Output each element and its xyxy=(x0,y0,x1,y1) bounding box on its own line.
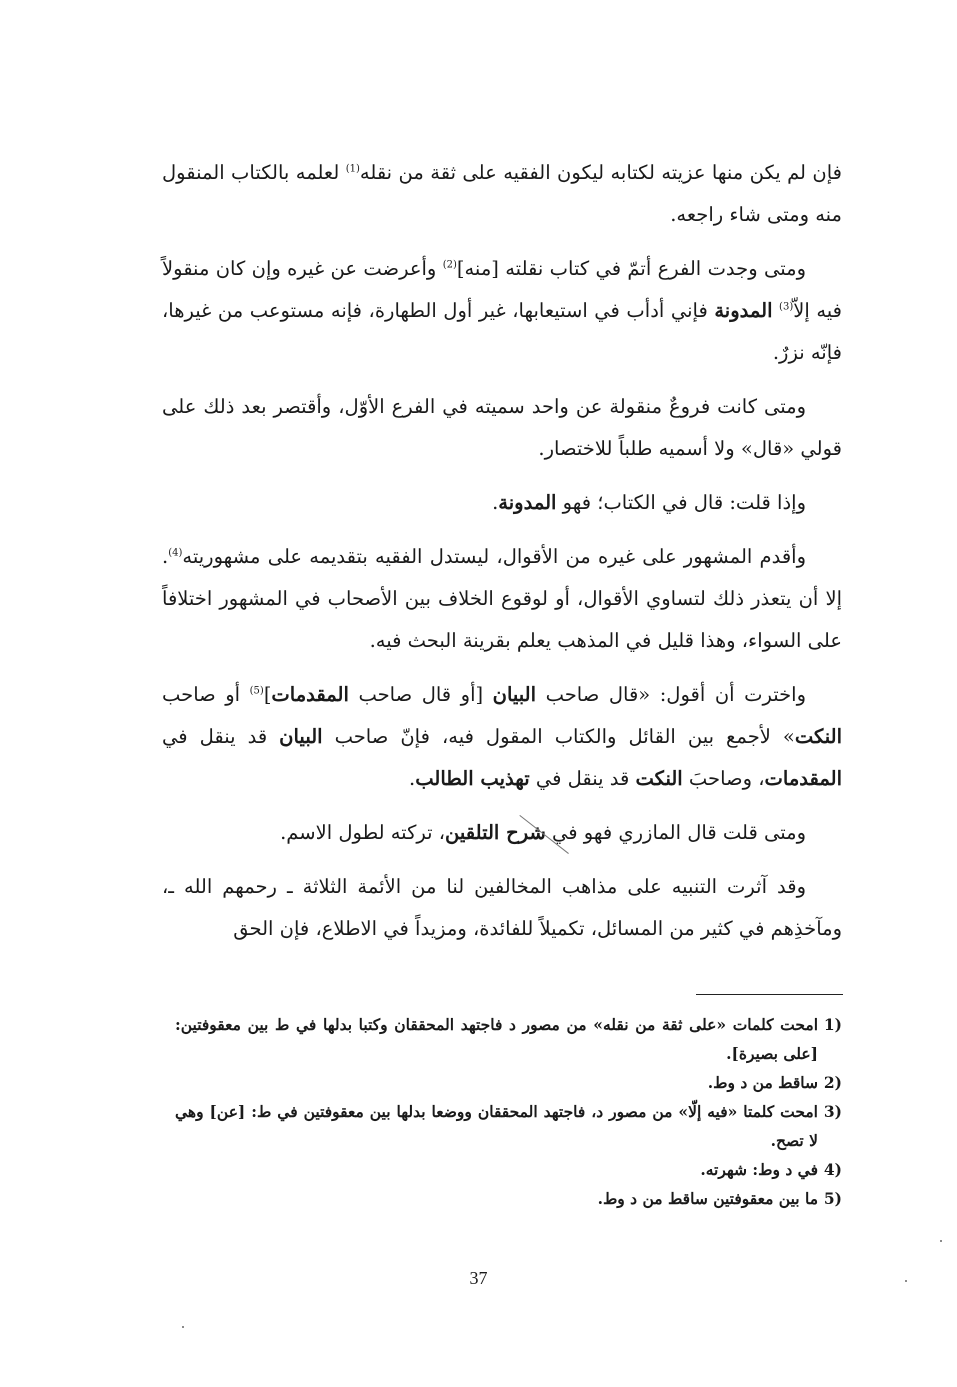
footnote-number: 5) xyxy=(823,1189,842,1208)
paragraph xyxy=(162,152,842,236)
scan-speck xyxy=(905,1280,907,1282)
footnote-reference: (4) xyxy=(168,547,183,559)
footnote-item xyxy=(175,1097,842,1155)
footnote-item xyxy=(175,1010,842,1068)
footnote-text: في د وط: شهرته. xyxy=(700,1160,818,1179)
paragraph xyxy=(162,536,842,662)
paragraph-text: أو صاحب xyxy=(162,683,250,706)
scan-speck xyxy=(940,1240,942,1242)
book-title-text: المقدمات xyxy=(271,683,349,706)
paragraph-text: وأقدم المشهور على غيره من الأقوال، ليستدل الفقيه بتقديمه على مشهوريته xyxy=(182,545,806,568)
paragraph-text: فإن لم يكن منها عزيته لكتابه ليكون الفقيه على ثقة من نقله xyxy=(359,161,843,184)
book-title-text: البيان xyxy=(279,725,323,748)
footnote-text: ما بين معقوفتين ساقط من د وط. xyxy=(597,1189,818,1208)
paragraph-text: . xyxy=(492,491,499,514)
paragraph xyxy=(162,812,842,854)
book-title-text: المدونة xyxy=(498,491,557,514)
footnote-number: 1) xyxy=(823,1015,842,1034)
scan-speck xyxy=(182,1326,184,1328)
main-body-text xyxy=(162,152,842,962)
footnote-reference: (5) xyxy=(249,685,264,697)
book-title-text: المقدمات xyxy=(764,767,842,790)
footnote-number: 3) xyxy=(823,1102,842,1121)
paragraph-text: ومتى وجدت الفرع أتمّ في كتاب نقلته [منه] xyxy=(456,257,806,280)
book-title-text: المدونة xyxy=(714,299,773,322)
paragraph-text: » لأجمع بين القائل والكتاب المقول فيه، فإنّ صاحب xyxy=(322,725,795,748)
footnote-item xyxy=(175,1068,842,1097)
book-title-text: النكت xyxy=(635,767,683,790)
paragraph-text: وقد آثرت التنبيه على مذاهب المخالفين لنا من الأئمة الثلاثة ـ رحمهم الله ـ، ومآخذِهم في كثير من المسائل، تكميلاً للفائدة، ومزيداً في الاطلاع، فإن الحق xyxy=(162,875,842,940)
paragraph-text: ، وصاحبَ xyxy=(682,767,765,790)
paragraph-text: ، تركته لطول الاسم. xyxy=(280,821,446,844)
footnote-reference: (2) xyxy=(442,259,457,271)
paragraph xyxy=(162,248,842,374)
paragraph-text: [أو قال صاحب xyxy=(348,683,493,706)
book-title-text: شرح التلقين xyxy=(445,821,546,844)
footnote-number: 2) xyxy=(823,1073,842,1092)
paragraph xyxy=(162,866,842,950)
footnote-text: امحت كلمتا «فيه إلّا» من مصور د، فاجتهد المحققان ووضعا بدلها بين معقوفتين في ط: [عن] وهي لا تصح. xyxy=(175,1102,818,1150)
paragraph-text: فإني أدأب في استيعابها، غير أول الطهارة، فإنه مستوعب من غيرها، فإنّه نزرٌ. xyxy=(162,299,842,364)
footnote-text: امحت كلمات «على ثقة من نقله» من مصور د فاجتهد المحققان وكتبا بدلها في ط بين معقوفتين: [على بصيرة]. xyxy=(175,1015,818,1063)
paragraph-text: . xyxy=(409,767,416,790)
paragraph-text: ومتى كانت فروعٌ منقولة عن واحد سميته في الفرع الأوّل، وأقتصر بعد ذلك على قولي «قال» ولا أسميه طلباً للاختصار. xyxy=(162,395,842,460)
footnote-item xyxy=(175,1184,842,1213)
book-title-text: البيان xyxy=(492,683,537,706)
book-title-text: تهذيب الطالب xyxy=(415,767,530,790)
footnotes-section xyxy=(175,1010,842,1213)
paragraph-text: لعلمه بالكتاب المنقول منه ومتى شاء راجعه. xyxy=(162,161,842,226)
paragraph-text: واخترت أن أقول: «قال صاحب xyxy=(536,683,806,706)
footnote-reference: (1) xyxy=(345,163,360,175)
paragraph-text: ] xyxy=(263,683,272,706)
paragraph-text: . إلا أن يتعذر ذلك لتساوي الأقوال، أو لوقوع الخلاف بين الأصحاب في المشهور اختلافاً على السواء، وهذا قليل في المذهب يعلم بقرينة البحث فيه. xyxy=(162,545,842,652)
paragraph-text: وإذا قلت: قال في الكتاب؛ فهو xyxy=(556,491,806,514)
paragraph xyxy=(162,482,842,524)
book-title-text: النكت xyxy=(794,725,842,748)
paragraph-text: وأعرضت عن غيره وإن كان منقولاً فيه إلاّ xyxy=(162,257,842,322)
paragraph-text: قد ينقل في xyxy=(529,767,636,790)
paragraph xyxy=(162,674,842,800)
paragraph-text: ومتى قلت قال المازري فهو في xyxy=(545,821,806,844)
paragraph xyxy=(162,386,842,470)
paragraph-text: قد ينقل في xyxy=(162,725,280,748)
page-number: 37 xyxy=(469,1268,488,1288)
footnote-separator-rule xyxy=(696,994,843,995)
footnote-item xyxy=(175,1155,842,1184)
footnote-text: ساقط من د وط. xyxy=(707,1073,818,1092)
footnote-reference: (3) xyxy=(779,301,794,313)
footnote-number: 4) xyxy=(823,1160,842,1179)
